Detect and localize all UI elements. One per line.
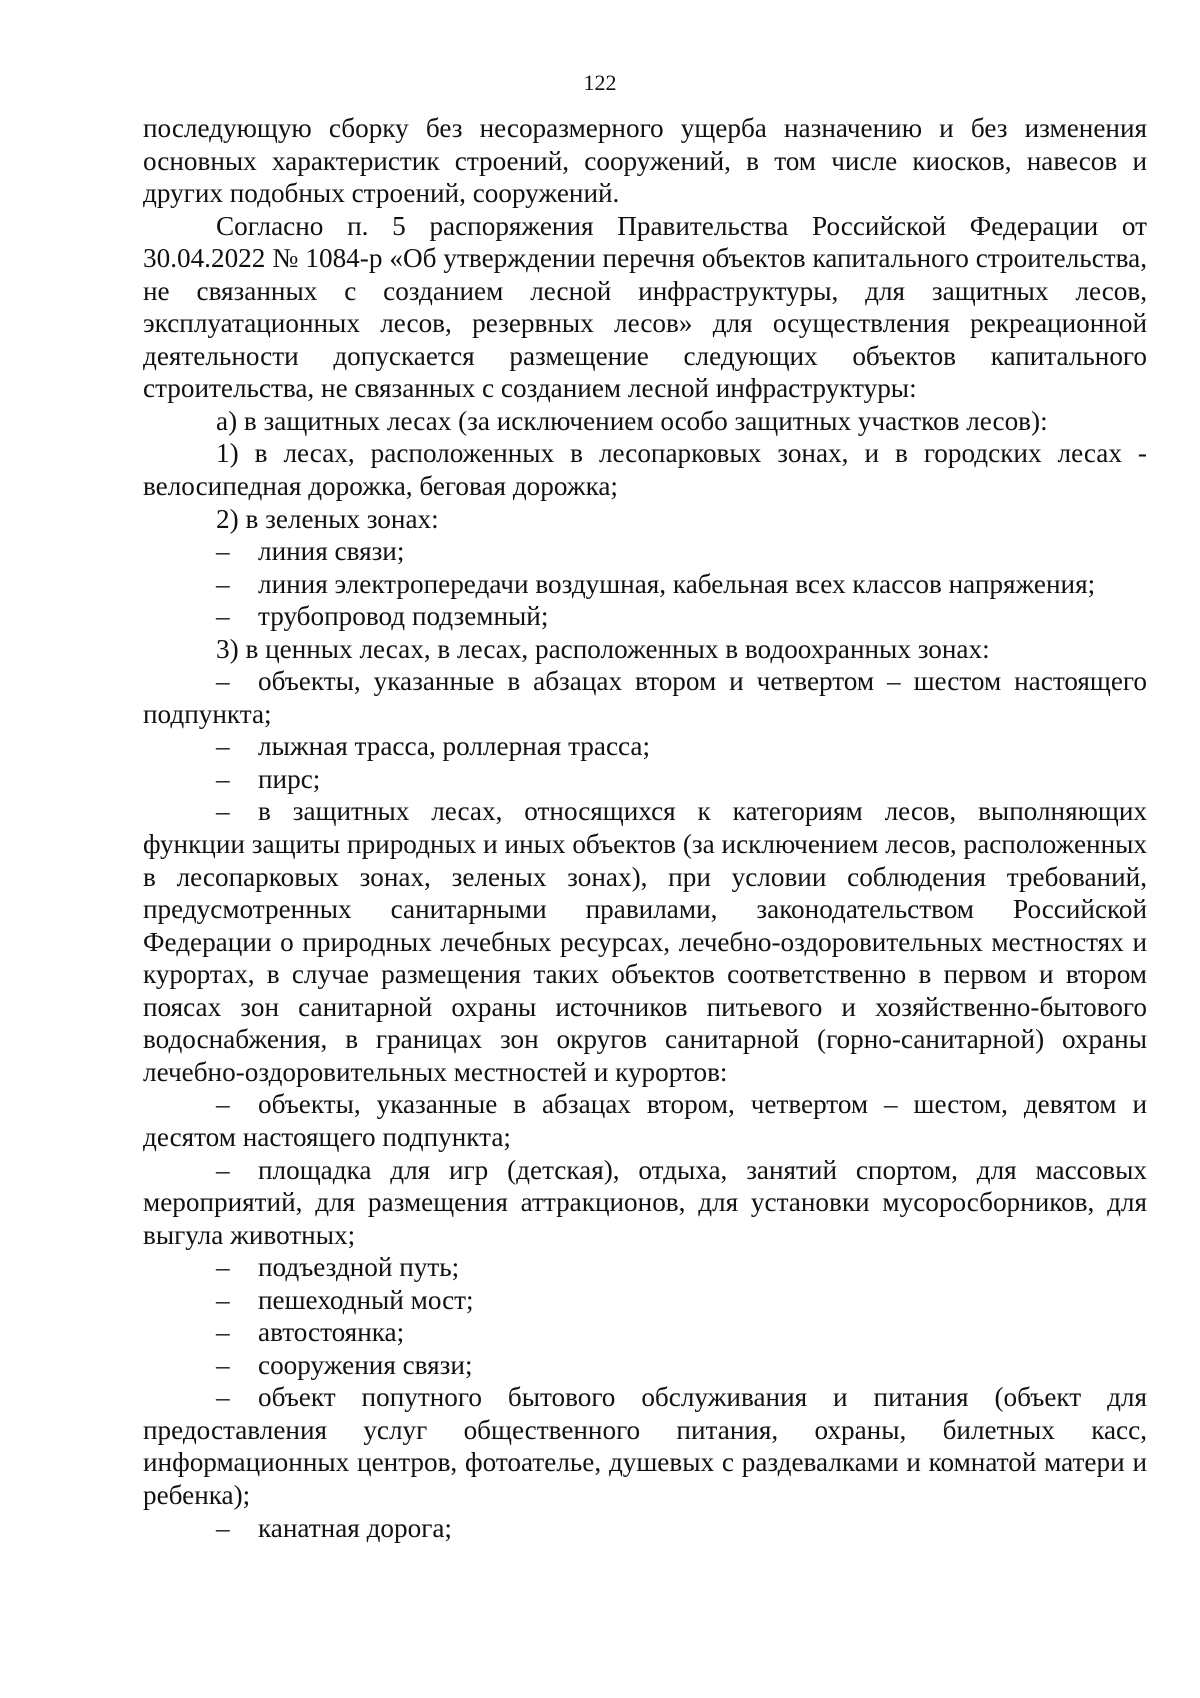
dash-list-item bbox=[143, 1154, 1147, 1252]
dash-item-text: пешеходный мост; bbox=[258, 1284, 474, 1315]
dash-list-item bbox=[143, 763, 1147, 796]
paragraph-continuation: последующую сборку без несоразмерного ущерба назначению и без изменения основных характеристик строений, сооружений, в том числе киосков, навесов и других подобных строений, сооружений. bbox=[143, 113, 1147, 209]
dash-bullet: – bbox=[216, 568, 230, 599]
dash-item-text: автостоянка; bbox=[258, 1317, 405, 1348]
dash-item-text: подъездной путь; bbox=[258, 1252, 460, 1283]
dash-list-item bbox=[143, 1512, 1147, 1545]
dash-bullet: – bbox=[216, 1284, 230, 1315]
dash-bullet: – bbox=[216, 601, 230, 632]
dash-item-text: сооружения связи; bbox=[258, 1349, 473, 1380]
dash-item-text: линия электропередачи воздушная, кабельная всех классов напряжения; bbox=[258, 568, 1096, 599]
dash-list-item bbox=[143, 568, 1147, 601]
dash-bullet: – bbox=[216, 1382, 230, 1413]
dash-item-text: пирс; bbox=[258, 763, 321, 794]
dash-bullet: – bbox=[216, 1154, 230, 1185]
dash-item-text: линия связи; bbox=[258, 536, 405, 567]
dash-bullet: – bbox=[216, 666, 230, 697]
list-item-2: 2) в зеленых зонах: bbox=[216, 503, 439, 534]
dash-list-item bbox=[143, 795, 1147, 1088]
dash-bullet: – bbox=[216, 1349, 230, 1380]
dash-list-item bbox=[143, 1316, 1147, 1349]
list-item-1: 1) в лесах, расположенных в лесопарковых зонах, и в городских лесах - велосипедная дорожка, беговая дорожка; bbox=[143, 438, 1147, 502]
dash-list-item bbox=[143, 730, 1147, 763]
document-body bbox=[143, 112, 1147, 1544]
list-item-a: а) в защитных лесах (за исключением особо защитных участков лесов): bbox=[216, 405, 1048, 436]
dash-item-text: площадка для игр (детская), отдыха, занятий спортом, для массовых мероприятий, для размещения аттракционов, для установки мусоросборников, для выгула животных; bbox=[143, 1154, 1147, 1250]
dash-bullet: – bbox=[216, 796, 230, 827]
dash-list-item bbox=[143, 535, 1147, 568]
dash-item-text: объекты, указанные в абзацах втором и четвертом – шестом настоящего подпункта; bbox=[143, 666, 1147, 729]
dash-item-text: лыжная трасса, роллерная трасса; bbox=[258, 731, 651, 762]
dash-bullet: – bbox=[216, 1512, 230, 1543]
dash-item-text: в защитных лесах, относящихся к категориям лесов, выполняющих функции защиты природных и иных объектов (за исключением лесов, расположенных в лесопарковых зонах, зеленых зонах), при условии соблюдения требований, предусмотренных санитарными правилами, законодательством Российской Федерации о природных лечебных ресурсах, лечебно-оздоровительных местностях и курортах, в случае размещения таких объектов соответственно в первом и втором поясах зон санитарной охраны источников питьевого и хозяйственно-бытового водоснабжения, в границах зон округов санитарной (горно-санитарной) охраны лечебно-оздоровительных местностей и курортов: bbox=[143, 796, 1147, 1087]
dash-item-text: трубопровод подземный; bbox=[258, 601, 549, 632]
page-number: 122 bbox=[583, 70, 617, 95]
dash-list-item bbox=[143, 1349, 1147, 1382]
dash-list-item bbox=[143, 1088, 1147, 1153]
dash-bullet: – bbox=[216, 536, 230, 567]
dash-item-text: объект попутного бытового обслуживания и питания (объект для предоставления услуг общественного питания, охраны, билетных касс, информационных центров, фотоателье, душевых с раздевалками и комнатой матери и ребенка); bbox=[143, 1382, 1147, 1510]
dash-list-item bbox=[143, 1251, 1147, 1284]
dash-bullet: – bbox=[216, 763, 230, 794]
dash-list-item bbox=[143, 665, 1147, 730]
dash-bullet: – bbox=[216, 1317, 230, 1348]
dash-item-text: объекты, указанные в абзацах втором, четвертом – шестом, девятом и десятом настоящего подпункта; bbox=[143, 1089, 1147, 1152]
dash-bullet: – bbox=[216, 731, 230, 762]
dash-list-item bbox=[143, 600, 1147, 633]
dash-bullet: – bbox=[216, 1089, 230, 1120]
list-item-3: 3) в ценных лесах, в лесах, расположенных в водоохранных зонах: bbox=[216, 633, 990, 664]
paragraph-legal-reference: Согласно п. 5 распоряжения Правительства Российской Федерации от 30.04.2022 № 1084-р «Об утверждении перечня объектов капитального строительства, не связанных с созданием лесной инфраструктуры, для защитных лесов, эксплуатационных лесов, резервных лесов» для осуществления рекреационной деятельности допускается размещение следующих объектов капитального строительства, не связанных с созданием лесной инфраструктуры: bbox=[143, 210, 1147, 404]
dash-bullet: – bbox=[216, 1252, 230, 1283]
dash-list-item bbox=[143, 1284, 1147, 1317]
dash-list-item bbox=[143, 1381, 1147, 1511]
dash-item-text: канатная дорога; bbox=[258, 1512, 452, 1543]
